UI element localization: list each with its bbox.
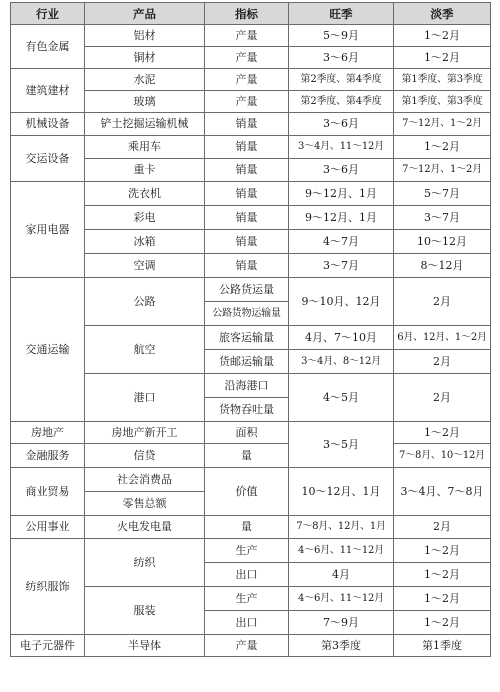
off-cell: 1～2月: [394, 587, 491, 611]
industry-cell: 公用事业: [11, 516, 85, 539]
product-cell: 半导体: [85, 635, 205, 657]
off-cell: 3～7月: [394, 206, 491, 230]
metric-cell: 量: [205, 444, 289, 468]
peak-cell: 9～10月、12月: [289, 278, 394, 326]
off-cell: 10～12月: [394, 230, 491, 254]
off-cell: 第1季度: [394, 635, 491, 657]
subcategory-cell: 服装: [85, 587, 205, 635]
off-cell: 2月: [394, 374, 491, 422]
peak-cell: 第2季度、第4季度: [289, 69, 394, 91]
subcategory-cell: 港口: [85, 374, 205, 422]
product-cell: 重卡: [85, 159, 205, 182]
off-cell: 1～2月: [394, 539, 491, 563]
industry-cell: 电子元器件: [11, 635, 85, 657]
table-row: [11, 422, 491, 444]
product-cell: 铜材: [85, 47, 205, 69]
industry-cell: 家用电器: [11, 182, 85, 278]
metric-cell: 生产: [205, 539, 289, 563]
peak-cell: 4～6月、11～12月: [289, 539, 394, 563]
industry-cell: 建筑建材: [11, 69, 85, 113]
metric-cell: 量: [205, 516, 289, 539]
table-row: [11, 25, 491, 47]
peak-cell: 4月: [289, 563, 394, 587]
off-cell: 第1季度、第3季度: [394, 69, 491, 91]
product-cell: 铲土挖掘运输机械: [85, 113, 205, 136]
off-cell: 3～4月、7～8月: [394, 468, 491, 516]
metric-cell: 公路货物运输量: [205, 302, 289, 326]
off-cell: 1～2月: [394, 611, 491, 635]
off-cell: 1～2月: [394, 25, 491, 47]
metric-cell: 出口: [205, 611, 289, 635]
metric-cell: 旅客运输量: [205, 326, 289, 350]
peak-cell: 4～7月: [289, 230, 394, 254]
off-cell: 7～12月、1～2月: [394, 159, 491, 182]
off-cell: 1～2月: [394, 422, 491, 444]
peak-cell: 4～5月: [289, 374, 394, 422]
metric-cell: 销量: [205, 113, 289, 136]
product-cell: 空调: [85, 254, 205, 278]
peak-cell: 第3季度: [289, 635, 394, 657]
product-cell: 乘用车: [85, 136, 205, 159]
peak-cell: 3～4月、8～12月: [289, 350, 394, 374]
product-cell: 信贷: [85, 444, 205, 468]
industry-cell: 交通运输: [11, 278, 85, 422]
metric-cell: 产量: [205, 25, 289, 47]
industry-cell: 商业贸易: [11, 468, 85, 516]
table-row: [11, 635, 491, 657]
peak-cell: 3～6月: [289, 159, 394, 182]
table-row: [11, 468, 491, 492]
industry-cell: 房地产: [11, 422, 85, 444]
industry-cell: 机械设备: [11, 113, 85, 136]
off-cell: 1～2月: [394, 136, 491, 159]
peak-cell: 7～9月: [289, 611, 394, 635]
table-row: [11, 539, 491, 563]
peak-cell: 3～6月: [289, 113, 394, 136]
metric-cell: 销量: [205, 206, 289, 230]
metric-cell: 产量: [205, 69, 289, 91]
off-cell: 1～2月: [394, 47, 491, 69]
subcategory-cell: 纺织: [85, 539, 205, 587]
peak-cell: 5～9月: [289, 25, 394, 47]
peak-cell: 9～12月、1月: [289, 182, 394, 206]
off-cell: 2月: [394, 516, 491, 539]
metric-cell: 生产: [205, 587, 289, 611]
off-cell: 7～8月、10～12月: [394, 444, 491, 468]
metric-cell: 销量: [205, 159, 289, 182]
header-metric: 指标: [205, 3, 289, 25]
table-row: [11, 136, 491, 159]
product-cell: 洗衣机: [85, 182, 205, 206]
metric-cell: 价值: [205, 468, 289, 516]
table-row: [11, 182, 491, 206]
table-row: [11, 444, 491, 468]
metric-cell: 面积: [205, 422, 289, 444]
off-cell: 1～2月: [394, 563, 491, 587]
off-cell: 7～12月、1～2月: [394, 113, 491, 136]
subcategory-cell: 公路: [85, 278, 205, 326]
peak-cell: 9～12月、1月: [289, 206, 394, 230]
product-cell: 玻璃: [85, 91, 205, 113]
peak-cell: 4～6月、11～12月: [289, 587, 394, 611]
seasonality-table-wrapper: [10, 2, 490, 657]
table-row: [11, 278, 491, 302]
subcategory-cell: 航空: [85, 326, 205, 374]
industry-cell: 金融服务: [11, 444, 85, 468]
metric-cell: 货邮运输量: [205, 350, 289, 374]
product-cell: 水泥: [85, 69, 205, 91]
peak-cell: 10～12月、1月: [289, 468, 394, 516]
peak-cell: 3～4月、11～12月: [289, 136, 394, 159]
table-row: [11, 113, 491, 136]
metric-cell: 产量: [205, 635, 289, 657]
peak-cell: 3～6月: [289, 47, 394, 69]
industry-cell: 纺织服饰: [11, 539, 85, 635]
peak-cell: 第2季度、第4季度: [289, 91, 394, 113]
peak-cell: 7～8月、12月、1月: [289, 516, 394, 539]
product-cell: 彩电: [85, 206, 205, 230]
peak-cell: 3～5月: [289, 422, 394, 468]
product-cell: 冰箱: [85, 230, 205, 254]
product-cell: 火电发电量: [85, 516, 205, 539]
metric-cell: 货物吞吐量: [205, 398, 289, 422]
seasonality-table: [10, 2, 491, 657]
metric-cell: 销量: [205, 182, 289, 206]
peak-cell: 4月、7～10月: [289, 326, 394, 350]
metric-cell: 产量: [205, 91, 289, 113]
metric-cell: 销量: [205, 230, 289, 254]
off-cell: 8～12月: [394, 254, 491, 278]
product-cell: 铝材: [85, 25, 205, 47]
metric-cell: 产量: [205, 47, 289, 69]
metric-cell: 出口: [205, 563, 289, 587]
table-row: [11, 516, 491, 539]
header-peak-season: 旺季: [289, 3, 394, 25]
header-product: 产品: [85, 3, 205, 25]
metric-cell: 公路货运量: [205, 278, 289, 302]
product-cell: 社会消费品: [85, 468, 205, 492]
product-cell: 房地产新开工: [85, 422, 205, 444]
off-cell: 5～7月: [394, 182, 491, 206]
metric-cell: 销量: [205, 254, 289, 278]
header-industry: 行业: [11, 3, 85, 25]
header-off-season: 淡季: [394, 3, 491, 25]
off-cell: 6月、12月、1～2月: [394, 326, 491, 350]
off-cell: 2月: [394, 350, 491, 374]
metric-cell: 销量: [205, 136, 289, 159]
table-row: [11, 69, 491, 91]
peak-cell: 3～7月: [289, 254, 394, 278]
metric-cell: 沿海港口: [205, 374, 289, 398]
header-row: [11, 3, 491, 25]
off-cell: 2月: [394, 278, 491, 326]
product-cell: 零售总额: [85, 492, 205, 516]
industry-cell: 交运设备: [11, 136, 85, 182]
off-cell: 第1季度、第3季度: [394, 91, 491, 113]
industry-cell: 有色金属: [11, 25, 85, 69]
